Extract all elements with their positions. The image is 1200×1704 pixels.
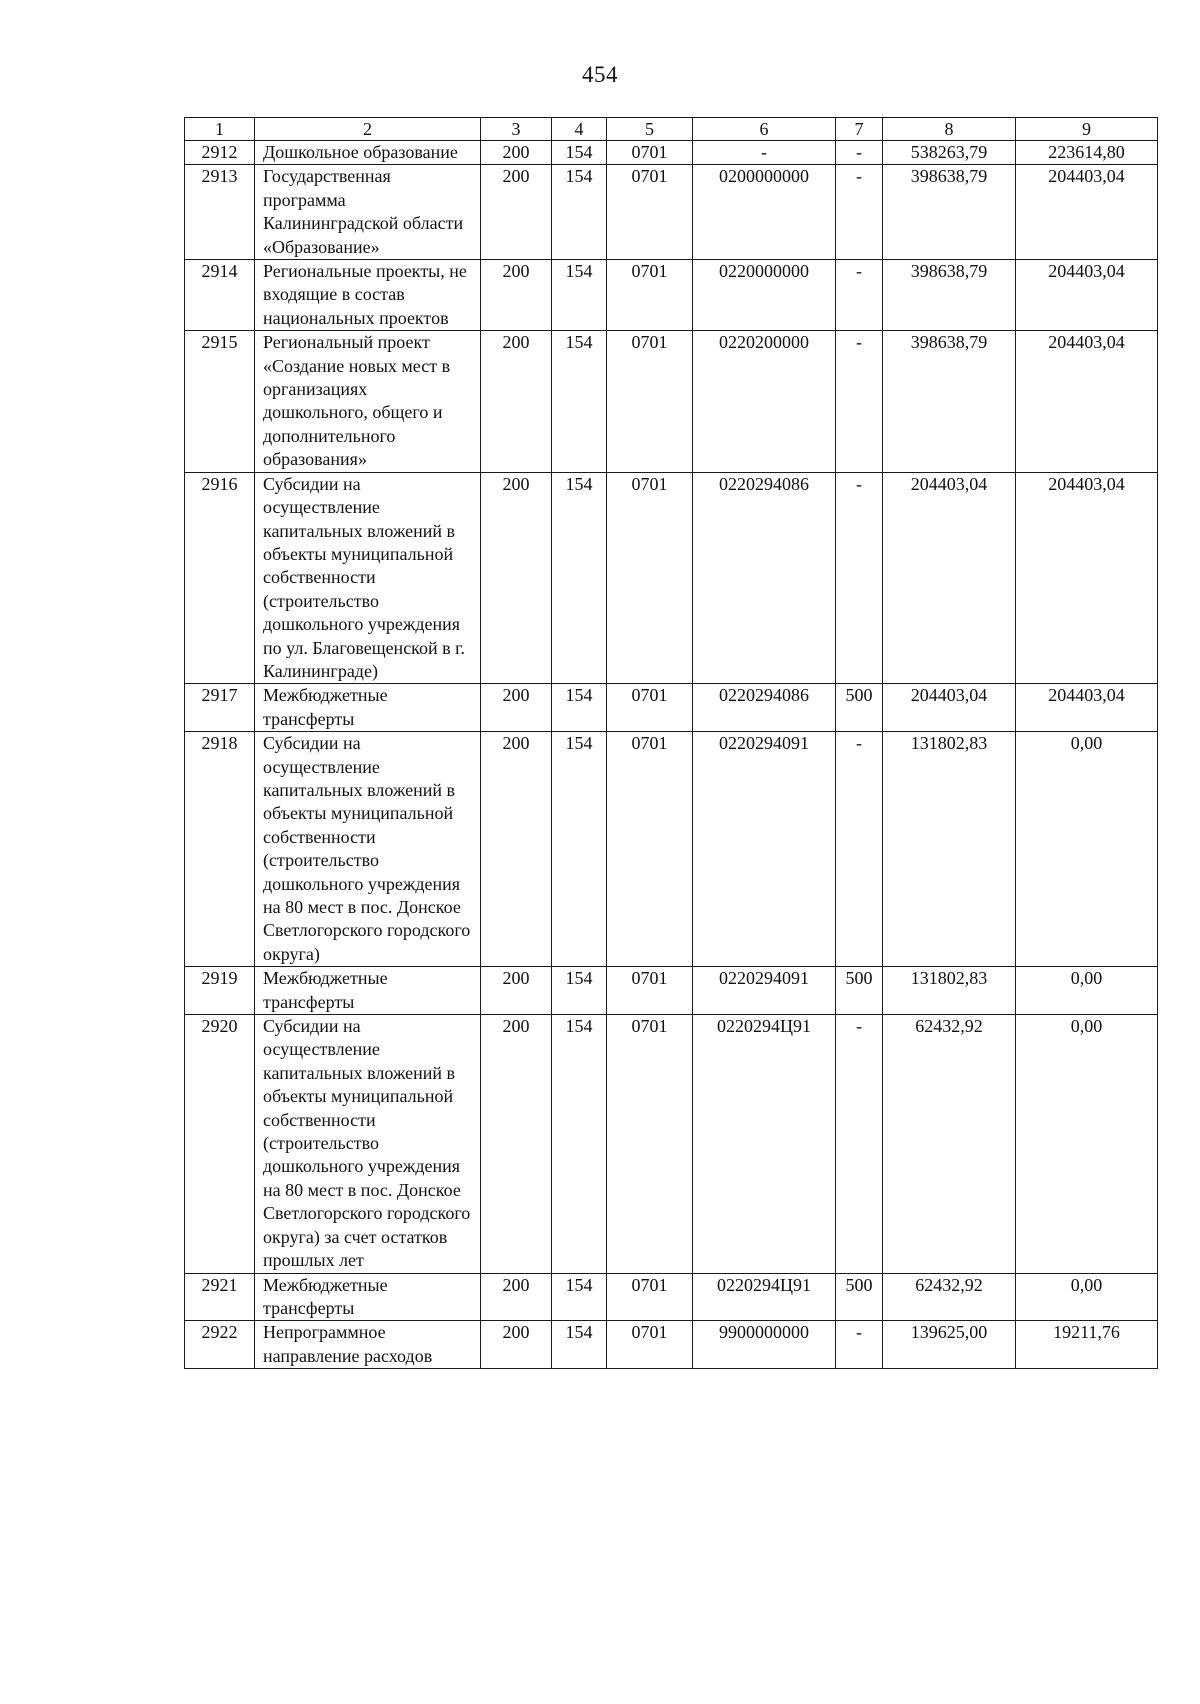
row-name-cell: Межбюджетные трансферты [255,684,481,732]
page-number: 454 [582,62,618,87]
column-5-cell: 0701 [607,1015,693,1273]
table-row [185,967,1158,1015]
column-7-cell: - [836,732,883,967]
column-6-cell: - [693,141,836,165]
column-5-cell: 0701 [607,967,693,1015]
column-6-cell: 0220200000 [693,331,836,472]
row-number-cell: 2914 [185,260,255,331]
header-cell: 7 [836,118,883,141]
row-number-cell: 2913 [185,165,255,260]
column-5-cell: 0701 [607,684,693,732]
column-8-cell: 62432,92 [883,1015,1016,1273]
column-9-cell: 204403,04 [1016,260,1158,331]
column-7-cell: 500 [836,967,883,1015]
column-7-cell: - [836,1321,883,1369]
column-3-cell: 200 [481,1015,552,1273]
column-5-cell: 0701 [607,1273,693,1321]
column-7-cell: - [836,165,883,260]
column-5-cell: 0701 [607,472,693,684]
row-number-cell: 2918 [185,732,255,967]
column-8-cell: 131802,83 [883,967,1016,1015]
header-cell: 4 [552,118,607,141]
column-9-cell: 0,00 [1016,1015,1158,1273]
column-4-cell: 154 [552,967,607,1015]
column-6-cell: 0220294086 [693,684,836,732]
table-row [185,1273,1158,1321]
column-3-cell: 200 [481,732,552,967]
row-name-cell: Региональные проекты, не входящие в состав национальных проектов [255,260,481,331]
column-7-cell: - [836,260,883,331]
column-4-cell: 154 [552,1273,607,1321]
table-row [185,260,1158,331]
column-3-cell: 200 [481,165,552,260]
table-row [185,1015,1158,1273]
column-7-cell: 500 [836,684,883,732]
header-cell: 2 [255,118,481,141]
column-9-cell: 204403,04 [1016,684,1158,732]
column-8-cell: 398638,79 [883,260,1016,331]
column-7-cell: - [836,141,883,165]
row-name-cell: Государственная программа Калининградской области «Образование» [255,165,481,260]
column-3-cell: 200 [481,684,552,732]
column-8-cell: 139625,00 [883,1321,1016,1369]
column-9-cell: 204403,04 [1016,165,1158,260]
header-cell: 1 [185,118,255,141]
column-3-cell: 200 [481,141,552,165]
column-5-cell: 0701 [607,141,693,165]
header-cell: 6 [693,118,836,141]
column-4-cell: 154 [552,331,607,472]
table-row [185,1321,1158,1369]
row-number-cell: 2917 [185,684,255,732]
column-7-cell: - [836,1015,883,1273]
row-name-cell: Субсидии на осуществление капитальных вложений в объекты муниципальной собственности (строительство дошкольного учреждения на 80 мест в пос. Донское Светлогорского городского округа) [255,732,481,967]
row-number-cell: 2916 [185,472,255,684]
column-6-cell: 0220294086 [693,472,836,684]
row-name-cell: Субсидии на осуществление капитальных вложений в объекты муниципальной собственности (строительство дошкольного учреждения на 80 мест в пос. Донское Светлогорского городского округа) за счет остатков прошлых лет [255,1015,481,1273]
column-8-cell: 62432,92 [883,1273,1016,1321]
header-cell: 8 [883,118,1016,141]
row-number-cell: 2912 [185,141,255,165]
table-row [185,331,1158,472]
row-number-cell: 2915 [185,331,255,472]
column-3-cell: 200 [481,472,552,684]
row-number-cell: 2922 [185,1321,255,1369]
column-9-cell: 0,00 [1016,1273,1158,1321]
column-6-cell: 0220294091 [693,732,836,967]
row-number-cell: 2919 [185,967,255,1015]
column-3-cell: 200 [481,1273,552,1321]
column-5-cell: 0701 [607,331,693,472]
column-6-cell: 9900000000 [693,1321,836,1369]
column-4-cell: 154 [552,1015,607,1273]
column-4-cell: 154 [552,472,607,684]
column-7-cell: - [836,472,883,684]
column-5-cell: 0701 [607,260,693,331]
column-7-cell: - [836,331,883,472]
table-row [185,472,1158,684]
column-5-cell: 0701 [607,732,693,967]
row-number-cell: 2921 [185,1273,255,1321]
column-4-cell: 154 [552,141,607,165]
budget-table [184,117,1158,1369]
column-5-cell: 0701 [607,1321,693,1369]
column-6-cell: 0220294Ц91 [693,1273,836,1321]
column-4-cell: 154 [552,165,607,260]
row-name-cell: Межбюджетные трансферты [255,967,481,1015]
row-name-cell: Субсидии на осуществление капитальных вложений в объекты муниципальной собственности (строительство дошкольного учреждения по ул. Благовещенской в г. Калининграде) [255,472,481,684]
column-9-cell: 0,00 [1016,967,1158,1015]
column-9-cell: 204403,04 [1016,472,1158,684]
column-6-cell: 0220000000 [693,260,836,331]
table-row [185,684,1158,732]
column-4-cell: 154 [552,1321,607,1369]
header-row [185,118,1158,141]
column-9-cell: 223614,80 [1016,141,1158,165]
column-3-cell: 200 [481,1321,552,1369]
table-row [185,141,1158,165]
column-4-cell: 154 [552,732,607,967]
column-6-cell: 0220294Ц91 [693,1015,836,1273]
header-cell: 9 [1016,118,1158,141]
column-8-cell: 131802,83 [883,732,1016,967]
column-9-cell: 19211,76 [1016,1321,1158,1369]
header-cell: 5 [607,118,693,141]
header-cell: 3 [481,118,552,141]
column-4-cell: 154 [552,260,607,331]
column-3-cell: 200 [481,260,552,331]
column-8-cell: 538263,79 [883,141,1016,165]
column-8-cell: 398638,79 [883,165,1016,260]
column-5-cell: 0701 [607,165,693,260]
row-name-cell: Непрограммное направление расходов [255,1321,481,1369]
table-row [185,165,1158,260]
column-6-cell: 0220294091 [693,967,836,1015]
row-name-cell: Региональный проект «Создание новых мест в организациях дошкольного, общего и дополнительного образования» [255,331,481,472]
row-number-cell: 2920 [185,1015,255,1273]
column-9-cell: 0,00 [1016,732,1158,967]
column-8-cell: 204403,04 [883,472,1016,684]
column-8-cell: 204403,04 [883,684,1016,732]
row-name-cell: Межбюджетные трансферты [255,1273,481,1321]
column-6-cell: 0200000000 [693,165,836,260]
table-row [185,732,1158,967]
column-3-cell: 200 [481,331,552,472]
column-7-cell: 500 [836,1273,883,1321]
column-3-cell: 200 [481,967,552,1015]
row-name-cell: Дошкольное образование [255,141,481,165]
column-9-cell: 204403,04 [1016,331,1158,472]
column-4-cell: 154 [552,684,607,732]
column-8-cell: 398638,79 [883,331,1016,472]
